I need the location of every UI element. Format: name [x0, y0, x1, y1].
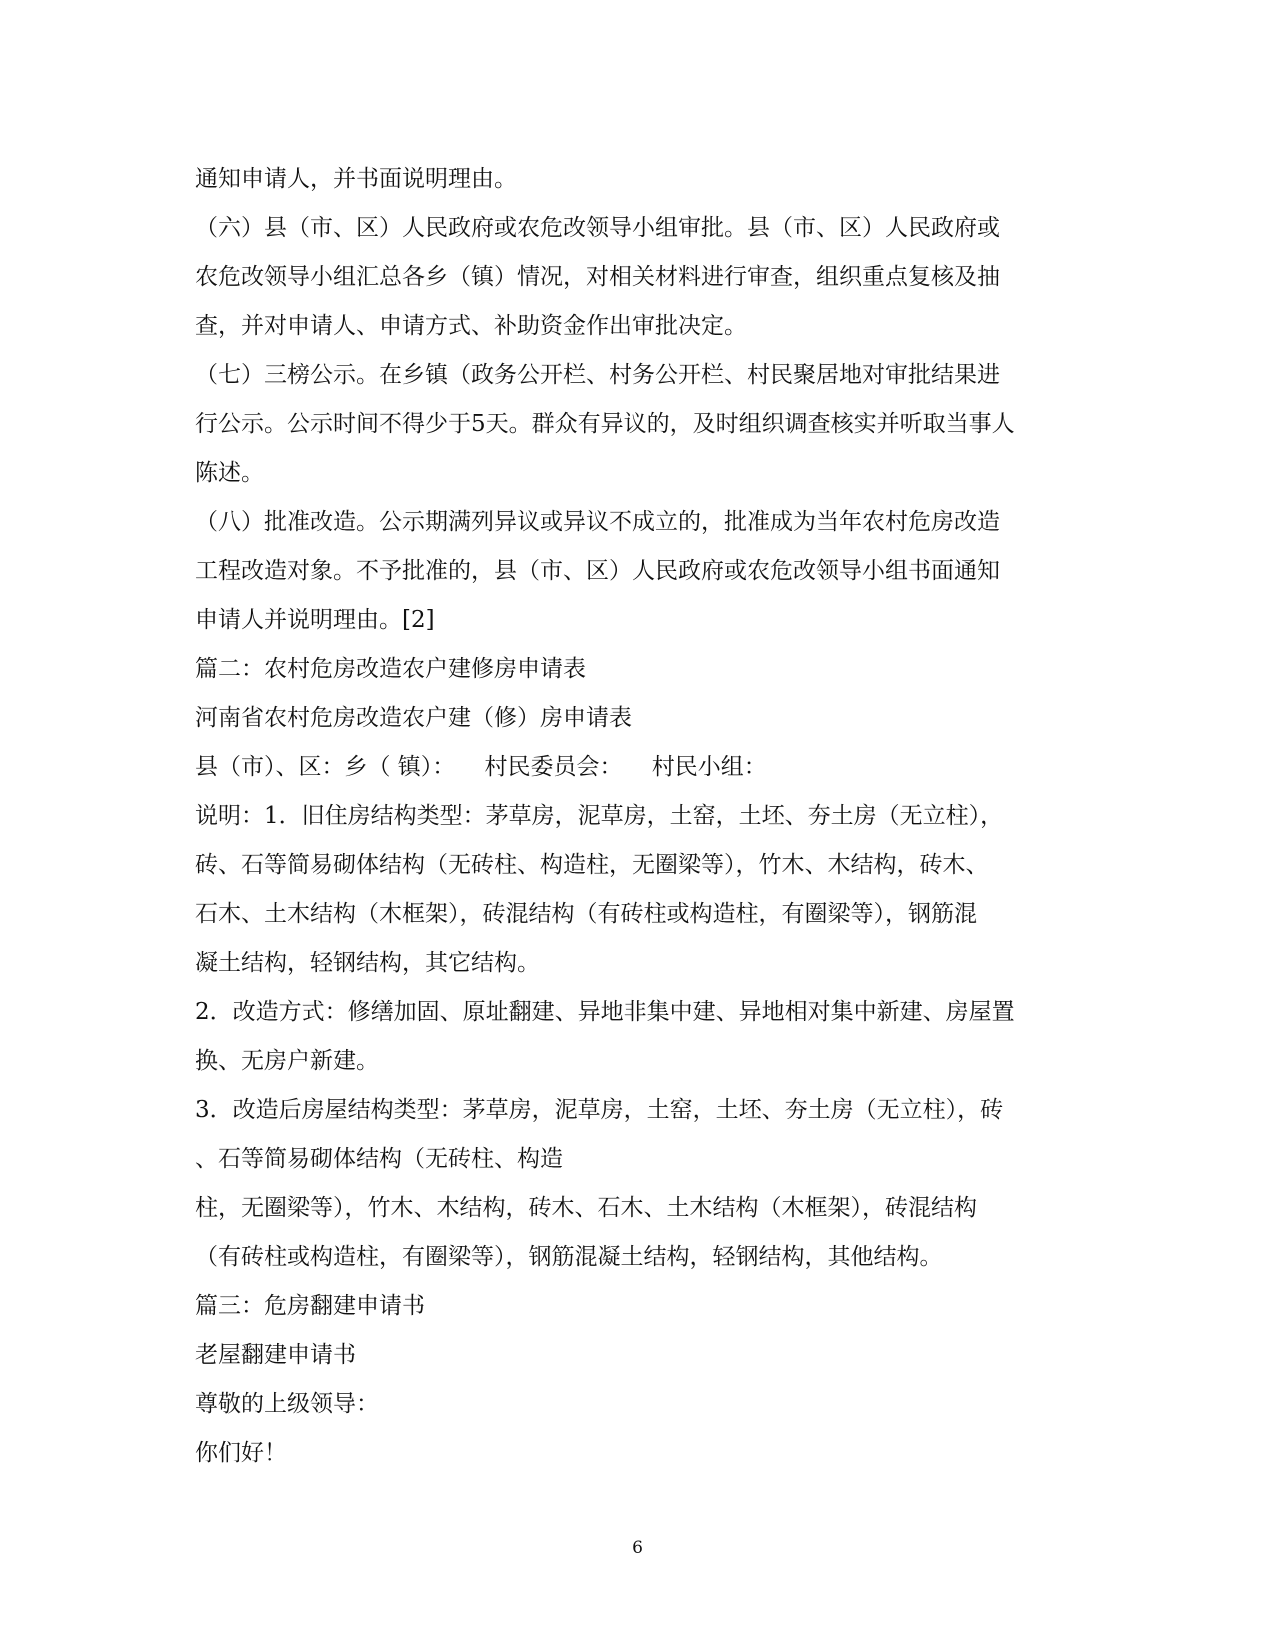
text-line: 换、无房户新建。 — [195, 1048, 379, 1074]
text-line: 砖、石等简易砌体结构（无砖柱、构造柱，无圈梁等），竹木、木结构，砖木、 — [195, 852, 989, 878]
letter-title: 老屋翻建申请书 — [195, 1342, 356, 1368]
text-line: 凝土结构，轻钢结构，其它结构。 — [195, 950, 540, 976]
text-line: 石木、土木结构（木框架），砖混结构（有砖柱或构造柱，有圈梁等），钢筋混 — [195, 901, 977, 927]
document-body — [195, 155, 1085, 1478]
text-line: 2．改造方式：修缮加固、原址翻建、异地非集中建、异地相对集中新建、房屋置 — [195, 999, 1015, 1025]
text-line: （有砖柱或构造柱，有圈梁等），钢筋混凝土结构，轻钢结构，其他结构。 — [195, 1244, 943, 1270]
text-line: 行公示。公示时间不得少于5天。群众有异议的，及时组织调查核实并听取当事人 — [195, 411, 1015, 437]
text-line: 申请人并说明理由。[2] — [195, 607, 435, 633]
letter-greeting: 你们好！ — [195, 1440, 287, 1466]
text-line: 柱，无圈梁等），竹木、木结构，砖木、石木、土木结构（木框架），砖混结构 — [195, 1195, 977, 1221]
letter-salutation: 尊敬的上级领导： — [195, 1391, 379, 1417]
text-line: 通知申请人，并书面说明理由。 — [195, 166, 517, 192]
text-line: 工程改造对象。不予批准的，县（市、区）人民政府或农危改领导小组书面通知 — [195, 558, 1000, 584]
text-line: 查，并对申请人、申请方式、补助资金作出审批决定。 — [195, 313, 747, 339]
text-line: 3．改造后房屋结构类型：茅草房，泥草房，土窑，土坯、夯土房（无立柱），砖 — [195, 1097, 1004, 1123]
text-line: 、石等简易砌体结构（无砖柱、构造 — [195, 1146, 563, 1172]
form-fields-line: 县（市）、区：乡（ 镇）： 村民委员会： 村民小组： — [195, 754, 767, 780]
text-line: 农危改领导小组汇总各乡（镇）情况，对相关材料进行审查，组织重点复核及抽 — [195, 264, 1000, 290]
text-line: （八）批准改造。公示期满列异议或异议不成立的，批准成为当年农村危房改造 — [195, 509, 1000, 535]
section-heading: 篇三：危房翻建申请书 — [195, 1293, 425, 1319]
form-title: 河南省农村危房改造农户建（修）房申请表 — [195, 705, 632, 731]
section-heading: 篇二：农村危房改造农户建修房申请表 — [195, 656, 586, 682]
text-line: 陈述。 — [195, 460, 264, 486]
text-line: （六）县（市、区）人民政府或农危改领导小组审批。县（市、区）人民政府或 — [195, 215, 1000, 241]
text-line: 说明：1．旧住房结构类型：茅草房，泥草房，土窑，土坯、夯土房（无立柱）， — [195, 803, 1004, 829]
text-line: （七）三榜公示。在乡镇（政务公开栏、村务公开栏、村民聚居地对审批结果进 — [195, 362, 1000, 388]
page-number: 6 — [632, 1538, 643, 1558]
